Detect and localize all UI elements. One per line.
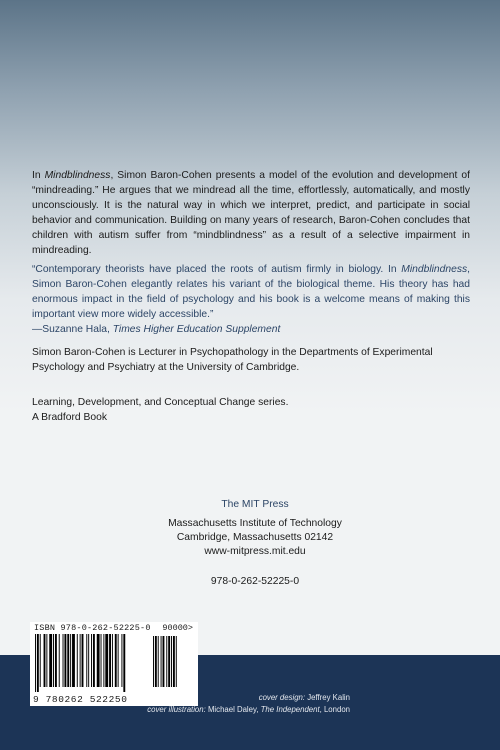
barcode-bar <box>88 634 89 687</box>
cover-credits <box>50 692 350 716</box>
barcode-bar <box>35 634 36 692</box>
barcode-bar <box>55 634 57 687</box>
review-attribution-name: —Suzanne Hala, <box>32 324 113 335</box>
publisher-block <box>150 498 360 589</box>
barcode-bar <box>91 634 92 687</box>
credit-illustration-label: cover illustration: <box>147 705 208 714</box>
book-description <box>32 168 470 258</box>
barcode-addon-bar <box>163 636 165 687</box>
barcode-bar <box>86 634 87 687</box>
barcode-bar <box>121 634 122 687</box>
barcode-bar <box>112 634 113 687</box>
series-info <box>32 395 470 425</box>
publisher-city: Cambridge, Massachusetts 02142 <box>176 532 334 543</box>
review-part2: , Simon Baron-Cohen elegantly relates his variant of the biological theme. His theory has had enormous impact in the field of psychology and his book is a welcome means of making this important view more widely accessible.” <box>32 264 470 320</box>
barcode-addon-bar <box>158 636 159 687</box>
publisher-institution: Massachusetts Institute of Technology <box>168 518 342 529</box>
publisher-website: www-mitpress.mit.edu <box>204 546 306 557</box>
publisher-isbn: 978-0-262-52225-0 <box>210 576 300 587</box>
barcode-isbn-label: ISBN 978-0-262-52225-0 <box>34 623 151 633</box>
barcode-bar <box>46 634 47 687</box>
barcode-bar <box>70 634 71 687</box>
barcode-bar <box>64 634 66 687</box>
barcode-addon-bar <box>166 636 167 687</box>
barcode-addon-bar <box>161 636 162 687</box>
barcode-addon-bar <box>173 636 175 687</box>
barcode-bar <box>118 634 119 687</box>
review-quote <box>32 262 470 337</box>
credit-illustration-source: The Independent <box>260 705 320 714</box>
barcode-bars <box>35 634 193 692</box>
barcode-bar <box>123 634 125 692</box>
barcode-addon-bar <box>176 636 177 687</box>
description-book-title: Mindblindness <box>44 170 111 181</box>
barcode-bar <box>37 634 39 692</box>
barcode-bar <box>59 634 60 687</box>
barcode-addon-bar <box>171 636 172 687</box>
barcode-bar <box>77 634 78 687</box>
barcode-price-code: 90000> <box>162 623 193 633</box>
credit-illustration-name: Michael Daley, <box>207 705 261 714</box>
description-intro: In <box>32 170 45 181</box>
barcode-bar <box>40 634 41 687</box>
review-part1: “Contemporary theorists have placed the roots of autism firmly in biology. In <box>32 264 402 275</box>
publisher-name: The MIT Press <box>221 499 289 510</box>
barcode-bar <box>115 634 117 687</box>
credit-illustration-city: , London <box>319 705 350 714</box>
credit-design-name: Jeffrey Kalin <box>307 693 350 702</box>
barcode-bar <box>109 634 111 687</box>
barcode-bar <box>97 634 100 687</box>
author-bio: Simon Baron-Cohen is Lecturer in Psychopathology in the Departments of Experimental Psychology and Psychiatry at the University of Cambridge. <box>32 347 433 373</box>
barcode-addon-bar <box>155 636 157 687</box>
barcode-bar <box>103 634 104 687</box>
barcode-bar <box>72 634 75 687</box>
barcode-bar <box>63 634 64 687</box>
barcode-bar <box>53 634 54 687</box>
series-line1: Learning, Development, and Conceptual Change series. <box>32 397 289 408</box>
barcode-bar <box>101 634 102 687</box>
barcode-bar <box>44 634 46 687</box>
review-attribution-source: Times Higher Education Supplement <box>112 324 281 335</box>
barcode-digits: 9 780262 522250 <box>33 694 128 705</box>
description-text: , Simon Baron-Cohen presents a model of the evolution and development of “mindreading.” He argues that we mindread all the time, effortlessly, automatically, and mostly unconsciously. It is the natural way in which we interpret, predict, and participate in social behavior and communication. Building on many years of research, Baron-Cohen concludes that children with autism suffer from “mindblindness” as a result of a selective impairment in mindreading. <box>32 170 470 256</box>
barcode-bar <box>82 634 84 687</box>
barcode-addon-bar <box>153 636 154 687</box>
barcode-bar <box>80 634 81 687</box>
credit-design-label: cover design: <box>258 693 308 702</box>
review-book-title: Mindblindness <box>401 264 468 275</box>
barcode-bar <box>105 634 108 687</box>
series-line2: A Bradford Book <box>32 412 107 423</box>
barcode-bar <box>93 634 95 687</box>
barcode-bar <box>67 634 69 687</box>
barcode-addon-bar <box>168 636 170 687</box>
barcode-bar <box>49 634 52 687</box>
